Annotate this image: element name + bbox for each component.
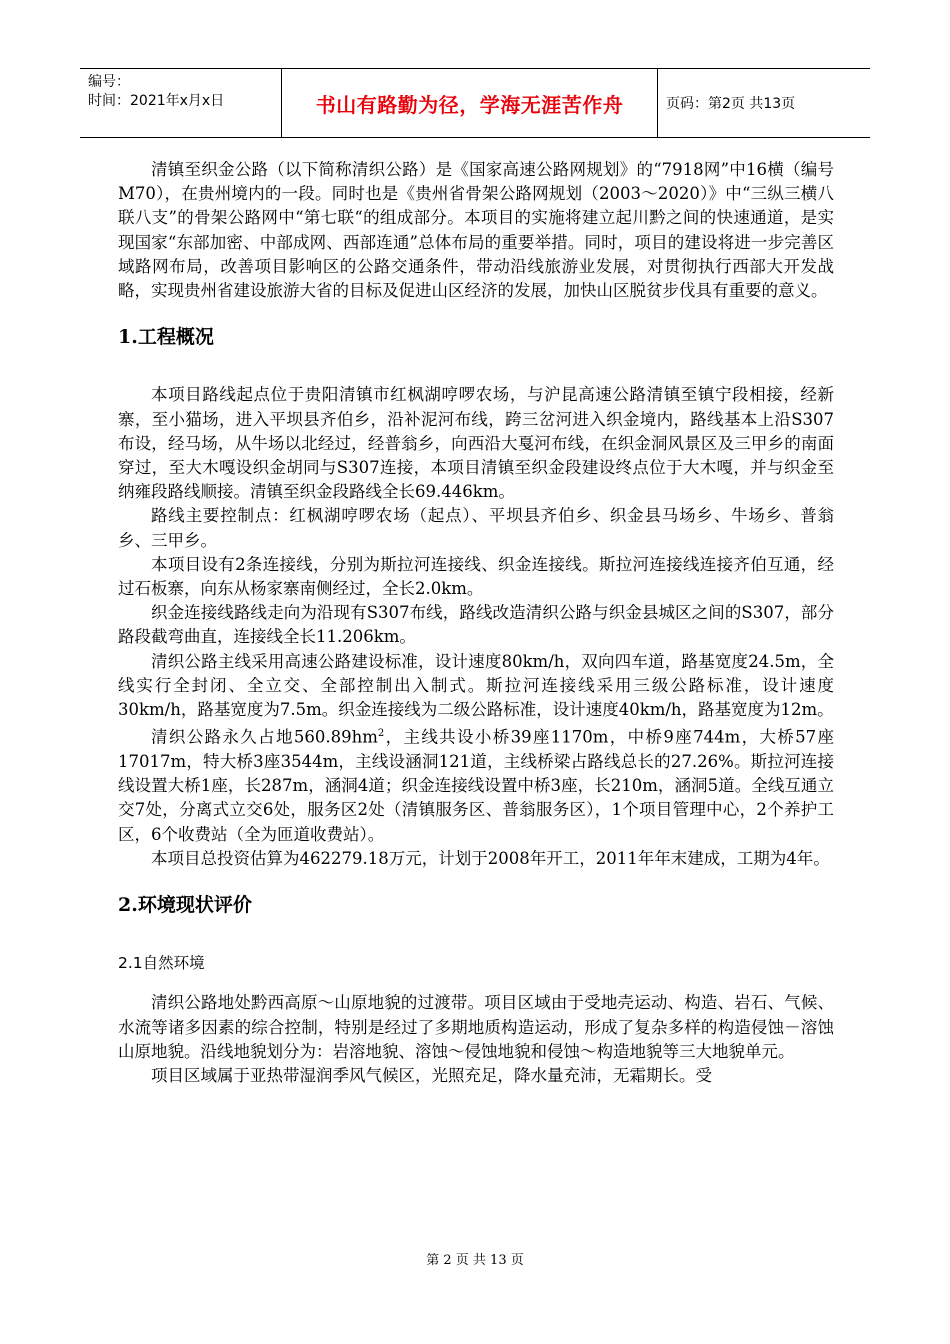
page-header <box>80 68 870 138</box>
header-left-cell <box>80 69 282 137</box>
date-label: 时间：2021年x月x日 <box>88 93 225 109</box>
section-1-heading: 1.工程概况 <box>118 326 214 349</box>
section-2-paragraph-1: 清织公路地处黔西高原～山原地貌的过渡带。项目区域由于受地壳运动、构造、岩石、气候、水流等诸多因素的综合控制，特别是经过了多期地质构造运动，形成了复杂多样的构造侵蚀－溶蚀山原地貌。沿线地貌划分为：岩溶地貌、溶蚀～侵蚀地貌和侵蚀～构造地貌等三大地貌单元。 <box>118 993 834 1061</box>
section-1-paragraph-5: 清织公路主线采用高速公路建设标准，设计速度80km/h，双向四车道，路基宽度24.5m，全线实行全封闭、全立交、全部控制出入制式。斯拉河连接线采用三级公路标准，设计速度30km/h，路基宽度为7.5m。织金连接线为二级公路标准，设计速度40km/h，路基宽度为12m。 <box>118 651 834 720</box>
section-1-paragraph-1: 本项目路线起点位于贵阳清镇市红枫湖哼啰农场，与沪昆高速公路清镇至镇宁段相接，经新寨，至小猫场，进入平坝县齐伯乡，沿补泥河布线，跨三岔河进入织金境内，路线基本上沿S307布设，经马场，从牛场以北经过，经普翁乡，向西沿大戛河布线，在织金洞风景区及三甲乡的南面穿过，至大木嘎设织金胡同与S307连接，本项目清镇至织金段建设终点位于大木嘎，并与织金至纳雍段路线顺接。清镇至织金段路线全长69.446km。 <box>118 385 834 502</box>
section-1-paragraph-2: 路线主要控制点：红枫湖哼啰农场（起点）、平坝县齐伯乡、织金县马场乡、牛场乡、普翁乡、三甲乡。 <box>118 506 834 550</box>
doc-number-label: 编号： <box>88 74 130 90</box>
land-area-text: 清织公路永久占地560.89hm <box>151 727 378 747</box>
section-1-paragraph-3: 本项目设有2条连接线，分别为斯拉河连接线、织金连接线。斯拉河连接线连接齐伯互通，经过石板寨，向东从杨家寨南侧经过，全长2.0km。 <box>118 554 834 599</box>
section-1-paragraph-7: 本项目总投资估算为462279.18万元，计划于2008年开工，2011年年末建成，工期为4年。 <box>151 848 830 868</box>
subsection-2-1-heading: 2.1自然环境 <box>118 954 205 973</box>
section-2-paragraph-2: 项目区域属于亚热带湿润季风气候区，光照充足，降水量充沛，无霜期长。受 <box>151 1066 712 1085</box>
header-page-info: 页码：第2页 共13页 <box>666 96 796 112</box>
section-2-heading: 2.环境现状评价 <box>118 893 252 916</box>
header-motto: 书山有路勤为径，学海无涯苦作舟 <box>282 69 658 137</box>
document-body <box>118 158 834 1088</box>
section-1-paragraph-4: 织金连接线路线走向为沿现有S307布线，路线改造清织公路与织金县城区之间的S307，部分路段截弯曲直，连接线全长11.206km。 <box>118 603 834 647</box>
section-1-paragraph-6 <box>118 722 834 847</box>
bridge-stats-text: ，主线共设小桥39座1170m，中桥9座744m，大桥57座17017m，特大桥3座3544m，主线设涵洞121道，主线桥梁占路线总长的27.26%。斯拉河连接线设置大桥1座，长287m，涵洞4道；织金连接线设置中桥3座，长210m，涵洞5道。全线互通立交7处，分离式立交6处，服务区2处（清镇服务区、普翁服务区），1个项目管理中心，2个养护工区，6个收费站（全为匝道收费站）。 <box>118 727 835 844</box>
intro-paragraph: 清镇至织金公路（以下简称清织公路）是《国家高速公路网规划》的“7918网”中16横（编号M70），在贵州境内的一段。同时也是《贵州省骨架公路网规划（2003～2020）》中“三纵三横八联八支”的骨架公路网中“第七联“的组成部分。本项目的实施将建立起川黔之间的快速通道，是实现国家“东部加密、中部成网、西部连通”总体布局的重要举措。同时，项目的建设将进一步完善区域路网布局，改善项目影响区的公路交通条件，带动沿线旅游业发展，对贯彻执行西部大开发战略，实现贵州省建设旅游大省的目标及促进山区经济的发展，加快山区脱贫步伐具有重要的意义。 <box>118 160 834 301</box>
superscript-2: 2 <box>377 728 385 740</box>
page-footer: 第 2 页 共 13 页 <box>426 1253 524 1268</box>
